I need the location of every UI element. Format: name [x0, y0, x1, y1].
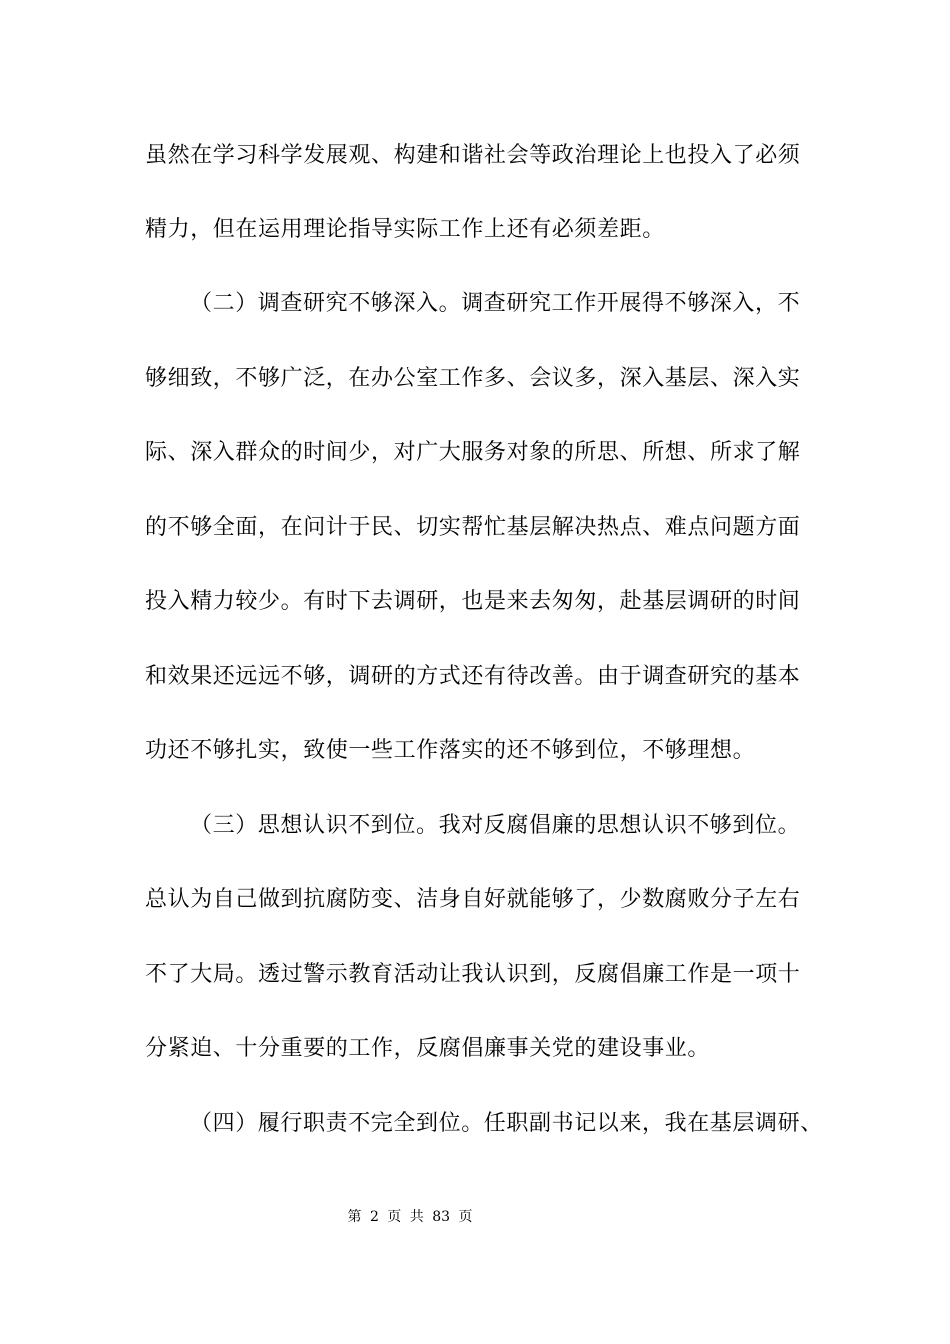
page-number-footer: 第 2 页 共 83 页 [347, 1209, 473, 1225]
text-line: 分紧迫、十分重要的工作，反腐倡廉事关党的建设事业。 [145, 1036, 711, 1061]
paragraph-start-line: （三）思想认识不到位。我对反腐倡廉的思想认识不够到位。 [190, 813, 801, 838]
text-line: 精力，但在运用理论指导实际工作上还有必须差距。 [145, 217, 665, 242]
paragraph-start-line: （四）履行职责不完全到位。任职副书记以来，我在基层调研、 [190, 1111, 823, 1136]
text-line: 虽然在学习科学发展观、构建和谐社会等政治理论上也投入了必须 [145, 143, 801, 168]
text-line: 不了大局。透过警示教育活动让我认识到，反腐倡廉工作是一项十 [145, 962, 801, 987]
text-line: 和效果还远远不够，调研的方式还有待改善。由于调查研究的基本 [145, 664, 801, 689]
text-line: 功还不够扎实，致使一些工作落实的还不够到位，不够理想。 [145, 738, 756, 763]
paragraph-start-line: （二）调查研究不够深入。调查研究工作开展得不够深入，不 [190, 291, 801, 316]
text-line: 的不够全面，在问计于民、切实帮忙基层解决热点、难点问题方面 [145, 515, 801, 540]
text-line: 总认为自己做到抗腐防变、洁身自好就能够了，少数腐败分子左右 [145, 887, 801, 912]
text-line: 够细致，不够广泛，在办公室工作多、会议多，深入基层、深入实 [145, 366, 801, 391]
text-line: 际、深入群众的时间少，对广大服务对象的所思、所想、所求了解 [145, 440, 801, 465]
text-line: 投入精力较少。有时下去调研，也是来去匆匆，赴基层调研的时间 [145, 589, 801, 614]
